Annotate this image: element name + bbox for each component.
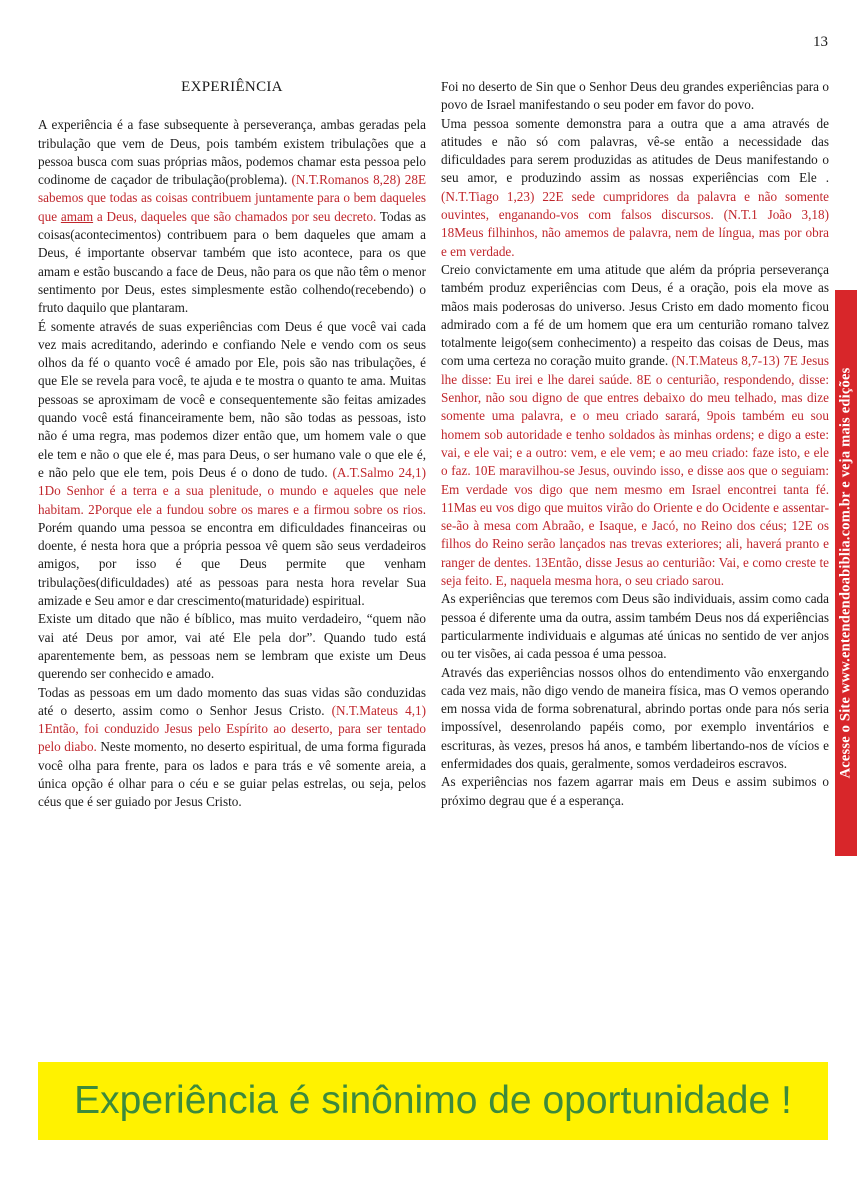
paragraph — [441, 78, 829, 115]
paragraph — [441, 664, 829, 774]
bible-reference: (N.T.Mateus 8,7-13) 7E Jesus lhe disse: Eu irei e lhe darei saúde. 8E o centurião, respondendo, disse: Senhor, não sou digno de que entres debaixo do meu telhado, mas dize somente uma palavra, e o meu criado sarará, 9pois também eu sou homem sob autoridade e tenho soldados às minhas ordens; e digo a este: vai, e ele vai; e a outro: vem, e ele vem; e ao meu criado: faze isto, e ele o faz. 10E maravilhou-se Jesus, ouvindo isso, e disse aos que o seguiam: Em verdade vos digo que nem mesmo em Israel encontrei tanta fé. 11Mas eu vos digo que muitos virão do Oriente e do Ocidente e assentar-se-ão à mesa com Abraão, e Isaque, e Jacó, no Reino dos céus; 12E os filhos do Reino serão lançados nas trevas exteriores; ali, haverá pranto e ranger de dentes. 13Então, disse Jesus ao centurião: Vai, e como creste te seja feito. E, naquela mesma hora, o seu criado sarou. — [441, 353, 829, 589]
website-banner-text[interactable]: Acesse o Site www.entendendoabiblia.com.br e veja mais edições — [837, 367, 854, 779]
page-number: 13 — [813, 34, 828, 50]
body-text: As experiências que teremos com Deus são individuais, assim como cada pessoa é diferente uma da outra, assim também Deus nos dá experiências particularmente individuais e algumas até únicas no sentido de ver anjos ou ter visões, ai cada pessoa é uma pessoa. — [441, 591, 829, 662]
bible-reference: (A.T.Salmo 24,1) 1Do Senhor é a terra e a sua plenitude, o mundo e aqueles que nele habitam. 2Porque ele a fundou sobre os mares e a firmou sobre os rios. — [38, 464, 426, 517]
body-text: A experiência é a fase subsequente à perseverança, ambas geradas pela tribulação que vem de Deus, pois também existem tribulações que a pessoa busca com suas próprias mãos, podemos chamar esta pessoa pelo codinome de caçador de tribulação(problema). — [38, 117, 426, 188]
footer-slogan: Experiência é sinônimo de oportunidade ! — [74, 1079, 792, 1122]
body-text: Porém quando uma pessoa se encontra em dificuldades financeiras ou doente, é nesta hora que a própria pessoa vê quem são seus verdadeiros amigos, por isso é que Deus permite que venham tribulações(dificuldades) até as pessoas para nesta hora revelar Sua amizade e Seu amor e dar crescimento(maturidade) espiritual. — [38, 519, 426, 609]
body-text: Uma pessoa somente demonstra para a outra que a ama através de atitudes e não só com palavras, vê-se então a necessidade das dificuldades para serem produzidas as atitudes de Deus manifestando o seu amor, e produzindo assim as nossas experiências com Ele . — [441, 115, 829, 186]
bible-reference: (N.T.Tiago 1,23) 22E sede cumpridores da palavra e não somente ouvintes, enganando-vos com falsos discursos. (N.T.1 João 3,18) 18Meus filhinhos, não amemos de palavra, nem de língua, mas por obra e em verdade. — [441, 188, 829, 259]
paragraph — [38, 610, 426, 683]
paragraph — [38, 684, 426, 812]
body-text: Existe um ditado que não é bíblico, mas muito verdadeiro, “quem não vai até Deus por amor, vai até Ele pela dor”. Quando tudo está aparentemente bem, as pessoas nem se lembram que existe um Deus querendo ser conhecido e amado. — [38, 611, 426, 682]
body-text: Através das experiências nossos olhos do entendimento vão enxergando cada vez mais, não digo vendo de maneira física, mas O vemos operando em nossa vida de forma sobrenatural, abrindo portas onde para nós seria impossível, desenrolando papéis como, por exemplo inventários e escrituras, às vezes, presos há anos, e também libertando-nos de vícios e enfermidades dos quais, geralmente, somos verdadeiros escravos. — [441, 664, 829, 771]
body-text: É somente através de suas experiências com Deus é que você vai cada vez mais acreditando, aderindo e confiando Nele e vendo com os seus olhos da fé o quanto você é amado por Ele, pois são nas tribulações, é que Ele se revela para você, te ajuda e te mostra o quanto te ama. Muitas pessoas se aproximam de você e consequentemente são feitas amizades quando você está financeiramente bem, não são todas as pessoas, isto não é uma regra, mas podemos dizer então que, um homem vale o que ele tem e não o que ele é, mas para Deus, o ser humano vale o que ele é, e não pelo que ele tem, pois Deus é o dono de tudo. — [38, 318, 426, 480]
paragraph — [441, 773, 829, 810]
article-heading: EXPERIÊNCIA — [181, 79, 283, 95]
bible-reference: (N.T.Mateus 4,1) 1Então, foi conduzido Jesus pelo Espírito ao deserto, para ser tentado pelo diabo. — [38, 702, 426, 755]
website-side-banner[interactable] — [835, 290, 857, 856]
body-text: Todas as pessoas em um dado momento das suas vidas são conduzidas até o deserto, assim como o Senhor Jesus Cristo. — [38, 684, 426, 718]
bible-reference: (N.T.Romanos 8,28) 28E sabemos que todas as coisas contribuem juntamente para o bem daqueles que — [38, 172, 426, 224]
paragraph — [441, 261, 829, 590]
paragraph — [441, 115, 829, 261]
underlined-word: amam — [60, 208, 94, 224]
right-column — [441, 78, 829, 810]
body-text: Todas as coisas(acontecimentos) contribuem para o bem daqueles que amam a Deus, é importante observar também que isto acontece, para os que amam e estão buscando a face de Deus, não para os que não têm o menor sentimento por Deus, estes simplesmente estão colhendo(recebendo) o fruto daquilo que plantaram. — [38, 208, 427, 316]
body-text: Foi no deserto de Sin que o Senhor Deus deu grandes experiências para o povo de Israel manifestando o seu poder em favor do povo. — [441, 79, 829, 113]
paragraph — [38, 116, 426, 317]
bible-reference: a Deus, daqueles que são chamados por seu decreto. — [93, 208, 377, 224]
left-column — [38, 78, 426, 812]
body-text: Creio convictamente em uma atitude que além da própria perseverança também produz experiências com Deus, é a oração, pois ela move as mãos mais poderosas do universo. Jesus Cristo em dado momento ficou admirado com a fé de um homem que era um centurião romano talvez totalmente leigo(sem conhecimento) a respeito das coisas de Deus, mas com uma certeza no coração muito grande. — [441, 261, 829, 369]
paragraph — [441, 590, 829, 663]
paragraph — [38, 318, 426, 611]
body-text: Neste momento, no deserto espiritual, de uma forma figurada você olha para frente, para os lados e para trás e vê somente areia, a única opção é olhar para o céu e se guiar pelas estrelas, ou seja, pelos céus que é ser guiado por Jesus Cristo. — [38, 739, 426, 810]
footer-banner — [38, 1062, 828, 1140]
body-text: As experiências nos fazem agarrar mais em Deus e assim subimos o próximo degrau que é a esperança. — [441, 774, 829, 808]
